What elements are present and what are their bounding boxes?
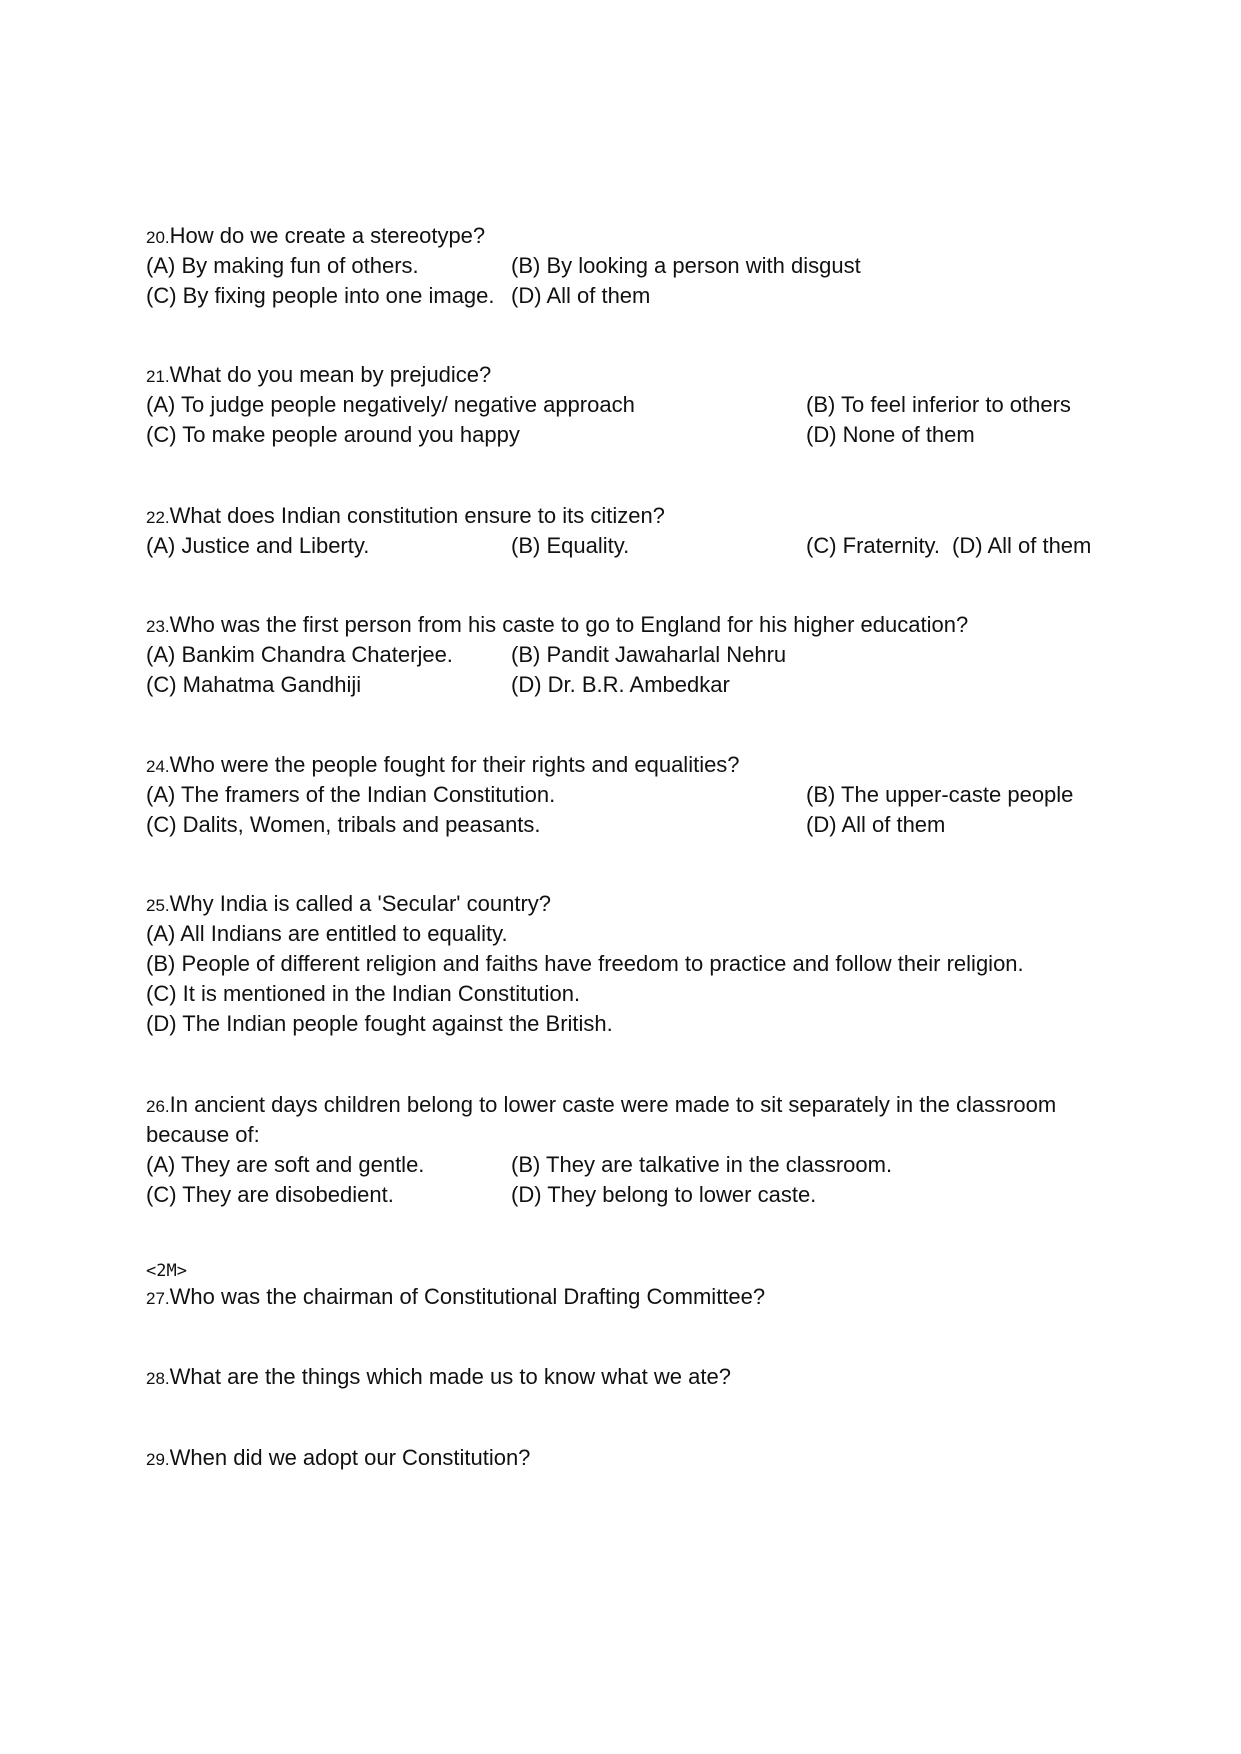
option-a: (A) By making fun of others. (146, 253, 419, 278)
question-number: 28. (146, 1369, 170, 1388)
question-text (146, 1282, 1146, 1312)
question-stem: Why India is called a 'Secular' country? (169, 891, 551, 916)
options-row (146, 780, 1146, 810)
option-b: (B) The upper-caste people (806, 782, 1074, 807)
question-22 (146, 501, 1146, 561)
question-text (146, 1443, 1146, 1473)
question-stem: When did we adopt our Constitution? (169, 1445, 531, 1470)
question-28 (146, 1362, 1146, 1392)
option-a: (A) The framers of the Indian Constitution. (146, 782, 556, 807)
question-text (146, 221, 1146, 251)
option-c: (C) By fixing people into one image. (146, 283, 495, 308)
option-c: (C) Fraternity. (806, 533, 941, 558)
question-25 (146, 889, 1146, 1039)
option-d: (D) The Indian people fought against the British. (146, 1011, 613, 1036)
options-row (146, 531, 1146, 561)
option-d: (D) Dr. B.R. Ambedkar (511, 672, 730, 697)
question-stem: Who were the people fought for their rights and equalities? (169, 752, 740, 777)
question-21 (146, 360, 1146, 450)
question-stem: How do we create a stereotype? (169, 223, 486, 248)
question-number: 25. (146, 896, 170, 915)
options-row (146, 1150, 1146, 1180)
question-23 (146, 610, 1146, 700)
options-row (146, 251, 1146, 281)
options-row (146, 640, 1146, 670)
option-b: (B) Pandit Jawaharlal Nehru (511, 642, 787, 667)
question-27 (146, 1282, 1146, 1312)
question-stem: What do you mean by prejudice? (169, 362, 492, 387)
question-stem: In ancient days children belong to lower caste were made to sit separately in the classroom (169, 1092, 1057, 1117)
option-d: (D) All of them (806, 812, 946, 837)
options-row (146, 390, 1146, 420)
question-stem: What does Indian constitution ensure to its citizen? (169, 503, 665, 528)
question-text (146, 1362, 1146, 1392)
options-row (146, 810, 1146, 840)
option-d: (D) All of them (952, 533, 1092, 558)
option-d: (D) They belong to lower caste. (511, 1182, 817, 1207)
option-b: (B) To feel inferior to others (806, 392, 1071, 417)
question-number: 20. (146, 228, 170, 247)
question-number: 27. (146, 1289, 170, 1308)
option-b: (B) Equality. (511, 533, 630, 558)
question-stem: What are the things which made us to know what we ate? (169, 1364, 731, 1389)
question-text (146, 610, 1146, 640)
option-d: (D) All of them (511, 283, 651, 308)
options-row (146, 670, 1146, 700)
question-text (146, 889, 1146, 919)
question-stem: Who was the chairman of Constitutional Drafting Committee? (169, 1284, 766, 1309)
question-text-continued: because of: (146, 1122, 260, 1147)
option-a: (A) All Indians are entitled to equality. (146, 921, 508, 946)
question-number: 23. (146, 617, 170, 636)
question-number: 26. (146, 1097, 170, 1116)
option-a: (A) They are soft and gentle. (146, 1152, 425, 1177)
option-b: (B) People of different religion and faiths have freedom to practice and follow their religion. (146, 951, 1024, 976)
option-d: (D) None of them (806, 422, 975, 447)
marks-label: <2M> (146, 1261, 187, 1281)
question-24 (146, 750, 1146, 840)
question-29 (146, 1443, 1146, 1473)
question-20 (146, 221, 1146, 311)
question-number: 22. (146, 508, 170, 527)
question-text (146, 501, 1146, 531)
option-c: (C) It is mentioned in the Indian Constitution. (146, 981, 581, 1006)
question-number: 29. (146, 1450, 170, 1469)
question-number: 21. (146, 367, 170, 386)
options-row (146, 1180, 1146, 1210)
option-a: (A) Bankim Chandra Chaterjee. (146, 642, 453, 667)
question-26 (146, 1090, 1146, 1210)
option-c: (C) Dalits, Women, tribals and peasants. (146, 812, 541, 837)
question-number: 24. (146, 757, 170, 776)
option-a: (A) To judge people negatively/ negative approach (146, 392, 635, 417)
question-stem: Who was the first person from his caste to go to England for his higher education? (169, 612, 969, 637)
option-c: (C) Mahatma Gandhiji (146, 672, 362, 697)
option-b: (B) By looking a person with disgust (511, 253, 861, 278)
question-text (146, 1090, 1146, 1120)
options-row (146, 281, 1146, 311)
option-a: (A) Justice and Liberty. (146, 533, 370, 558)
question-text (146, 750, 1146, 780)
option-b: (B) They are talkative in the classroom. (511, 1152, 893, 1177)
options-row (146, 420, 1146, 450)
question-text (146, 360, 1146, 390)
option-c: (C) To make people around you happy (146, 422, 520, 447)
option-c: (C) They are disobedient. (146, 1182, 394, 1207)
